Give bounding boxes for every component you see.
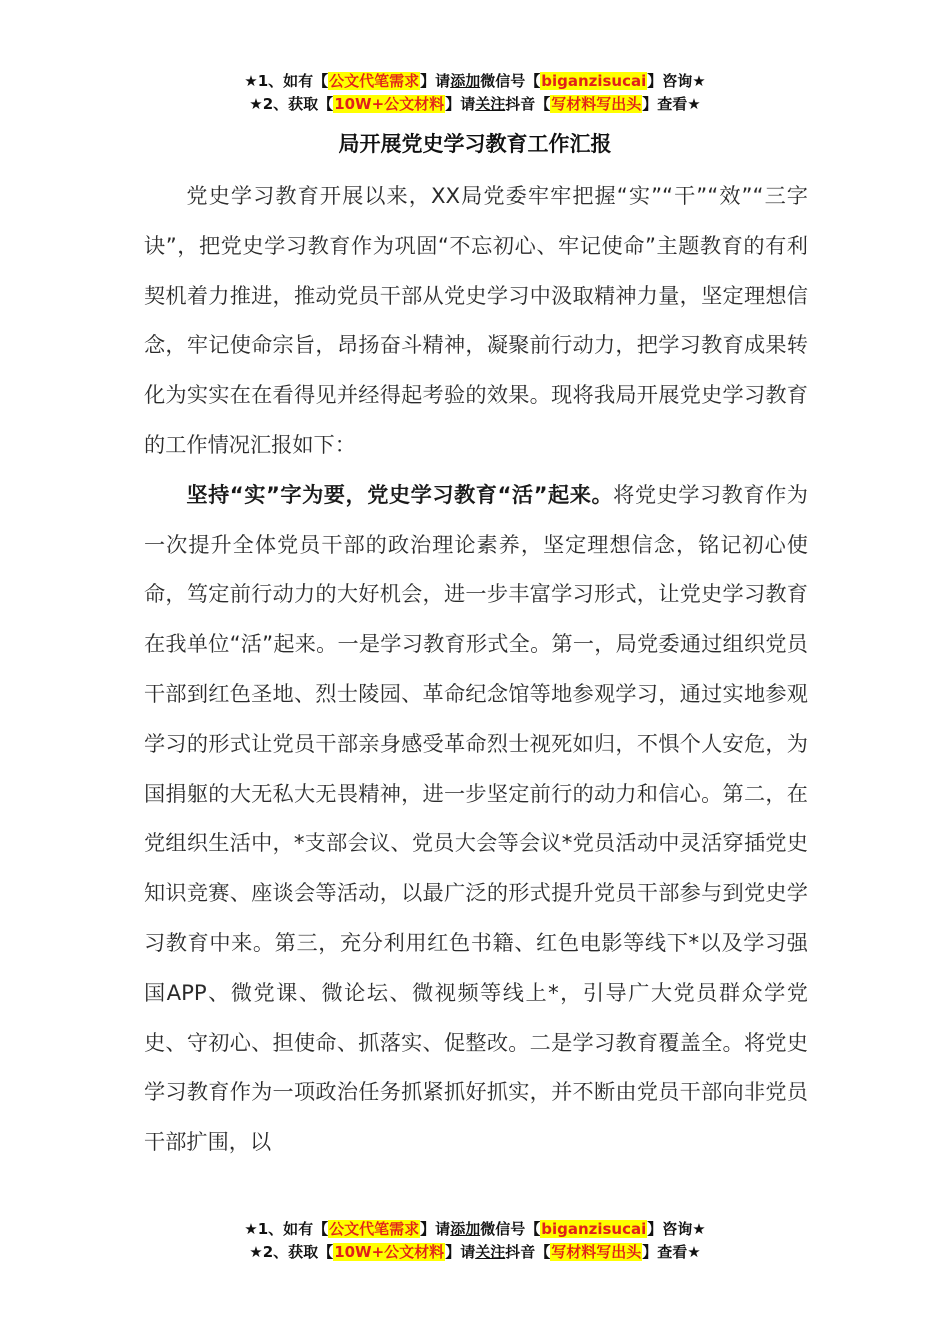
promo-underlined: 关注 — [475, 1243, 506, 1261]
promo-line-1 — [0, 1218, 950, 1241]
promo-line-2 — [0, 93, 950, 116]
promo-wechat-id: biganzisucai — [541, 72, 647, 90]
paragraph-intro: 党史学习教育开展以来，XX局党委牢牢把握“实”“干”“效”“三字诀”，把党史学习教育作为巩固“不忘初心、牢记使命”主题教育的有利契机着力推进，推动党员干部从党史学习中汲取精神力量，坚定理想信念，牢记使命宗旨，昂扬奋斗精神，凝聚前行动力，把学习教育成果转化为实实在在看得见并经得起考验的效果。现将我局开展党史学习教育的工作情况汇报如下： — [144, 183, 808, 457]
promo-highlight: 10W+公文材料 — [334, 1243, 445, 1261]
footer-promo-banner — [0, 1218, 950, 1264]
section-body: 将党史学习教育作为一次提升全体党员干部的政治理论素养，坚定理想信念，铭记初心使命，笃定前行动力的大好机会，进一步丰富学习形式，让党史学习教育在我单位“活”起来。一是学习教育形式全。第一，局党委通过组织党员干部到红色圣地、烈士陵园、革命纪念馆等地参观学习，通过实地参观学习的形式让党员干部亲身感受革命烈士视死如归，不惧个人安危，为国捐躯的大无私大无畏精神，进一步坚定前行的动力和信心。第二，在党组织生活中，*支部会议、党员大会等会议*党员活动中灵活穿插党史知识竞赛、座谈会等活动，以最广泛的形式提升党员干部参与到党史学习教育中来。第三，充分利用红色书籍、红色电影等线下*以及学习强国APP、微党课、微论坛、微视频等线上*，引导广大党员群众学党史、守初心、担使命、抓落实、促整改。二是学习教育覆盖全。将党史学习教育作为一项政治任务抓紧抓好抓实，并不断由党员干部向非党员干部扩围，以 — [144, 481, 808, 1155]
paragraph-section-1 — [144, 470, 808, 1167]
promo-underlined: 关注 — [475, 95, 506, 113]
promo-text: 】咨询★ — [647, 72, 706, 90]
promo-text: 】请 — [445, 1243, 476, 1261]
promo-underlined: 添加 — [450, 1220, 481, 1238]
promo-text: ★1、如有【 — [244, 1220, 329, 1238]
promo-text: ★1、如有【 — [244, 72, 329, 90]
promo-line-1 — [0, 70, 950, 93]
header-promo-banner — [0, 70, 950, 116]
promo-text: 】请 — [420, 1220, 451, 1238]
promo-text: 】请 — [445, 95, 476, 113]
promo-highlight: 公文代笔需求 — [329, 1220, 420, 1238]
promo-highlight: 公文代笔需求 — [329, 72, 420, 90]
promo-text: 微信号【 — [480, 72, 541, 90]
promo-text: 】咨询★ — [647, 1220, 706, 1238]
promo-douyin-id: 写材料写出头 — [551, 95, 642, 113]
promo-text: ★2、获取【 — [249, 1243, 334, 1261]
promo-underlined: 添加 — [450, 72, 481, 90]
promo-douyin-id: 写材料写出头 — [551, 1243, 642, 1261]
promo-text: 】查看★ — [642, 95, 701, 113]
promo-text: 】请 — [420, 72, 451, 90]
section-heading: 坚持“实”字为要，党史学习教育“活”起来。 — [186, 481, 614, 507]
promo-text: 】查看★ — [642, 1243, 701, 1261]
promo-wechat-id: biganzisucai — [541, 1220, 647, 1238]
promo-highlight: 10W+公文材料 — [334, 95, 445, 113]
promo-text: 抖音【 — [505, 95, 551, 113]
promo-text: ★2、获取【 — [249, 95, 334, 113]
promo-text: 抖音【 — [505, 1243, 551, 1261]
document-body — [144, 171, 808, 1167]
promo-line-2 — [0, 1241, 950, 1264]
document-title: 局开展党史学习教育工作汇报 — [338, 132, 612, 156]
promo-text: 微信号【 — [480, 1220, 541, 1238]
